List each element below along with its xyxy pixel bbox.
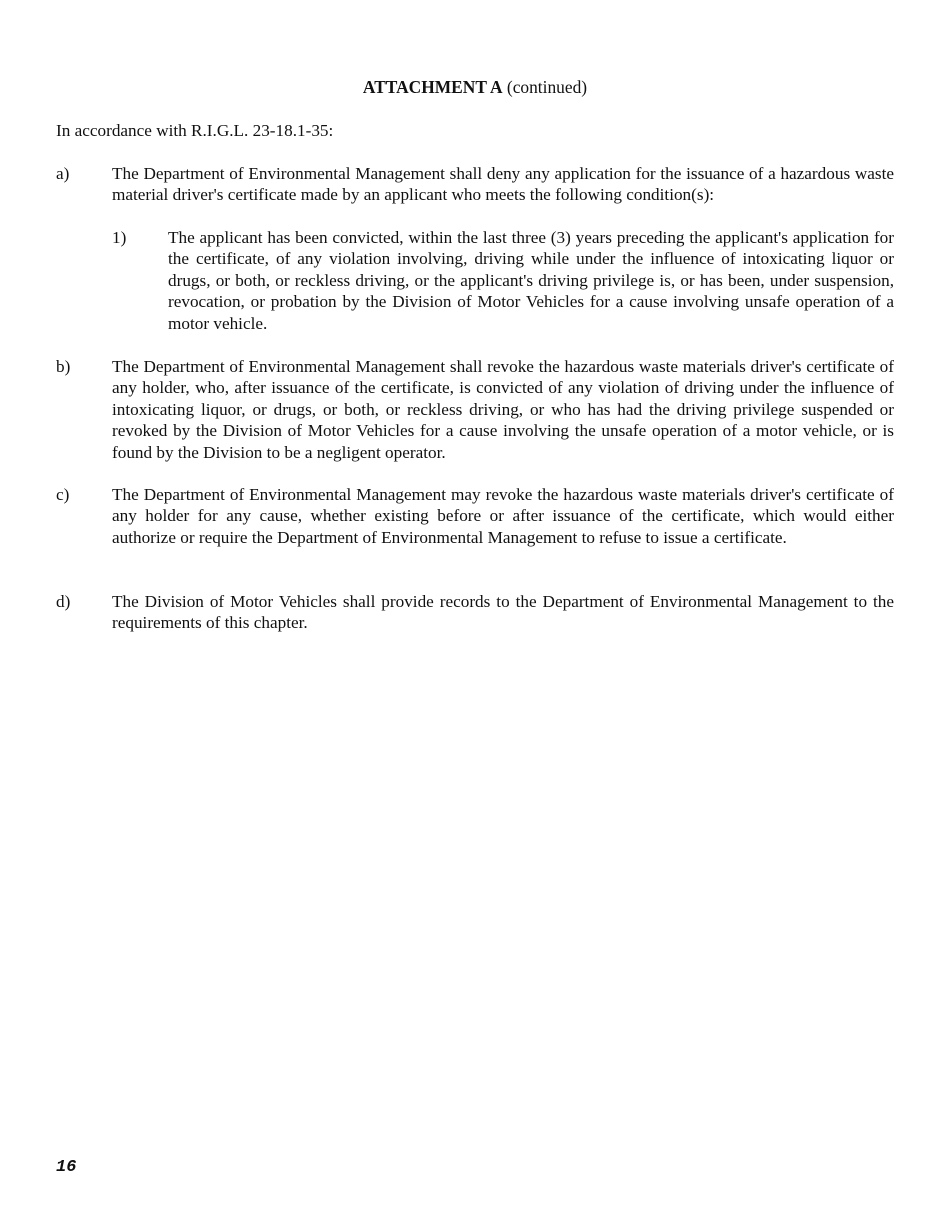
list-item-c xyxy=(56,484,894,548)
list-item-text: The Division of Motor Vehicles shall provide records to the Department of Environmental Management to the requirements of this chapter. xyxy=(112,592,894,633)
sub-item-1 xyxy=(112,227,894,334)
list-marker: d) xyxy=(56,592,71,611)
list-item-b xyxy=(56,356,894,463)
list-marker: c) xyxy=(56,485,70,504)
list-item-text: The Department of Environmental Management shall revoke the hazardous waste materials driver's certificate of any holder, who, after issuance of the certificate, is convicted of any violation of driving under the influence of intoxicating liquor, or drugs, or both, or reckless driving, or who has had the driving privilege suspended or revoked by the Division of Motor Vehicles for a cause involving the unsafe operation of a motor vehicle, or is found by the Division to be a negligent operator. xyxy=(112,357,894,462)
list-marker: a) xyxy=(56,164,70,183)
sub-item-marker: 1) xyxy=(112,228,127,247)
list-item-text: The Department of Environmental Management shall deny any application for the issuance of a hazardous waste material driver's certificate made by an applicant who meets the following condition(s): xyxy=(112,164,894,205)
page-title xyxy=(0,77,950,98)
intro-paragraph: In accordance with R.I.G.L. 23-18.1-35: xyxy=(56,121,334,140)
list-item-text: The Department of Environmental Management may revoke the hazardous waste materials driver's certificate of any holder for any cause, whether existing before or after issuance of the certificate, which would either authorize or require the Department of Environmental Management to refuse to issue a certificate. xyxy=(112,485,894,547)
page-number: 16 xyxy=(56,1158,77,1177)
sub-item-text: The applicant has been convicted, within the last three (3) years preceding the applicant's application for the certificate, of any violation involving, driving while under the influence of intoxicating liquor or drugs, or both, or reckless driving, or the applicant's driving privilege is, or has been, under suspension, revocation, or probation by the Division of Motor Vehicles for a cause involving unsafe operation of a motor vehicle. xyxy=(168,228,894,333)
list-item-a xyxy=(56,163,894,206)
title-suffix: (continued) xyxy=(506,77,588,97)
title-bold: ATTACHMENT A xyxy=(362,77,503,97)
list-marker: b) xyxy=(56,357,71,376)
list-item-d xyxy=(56,591,894,634)
